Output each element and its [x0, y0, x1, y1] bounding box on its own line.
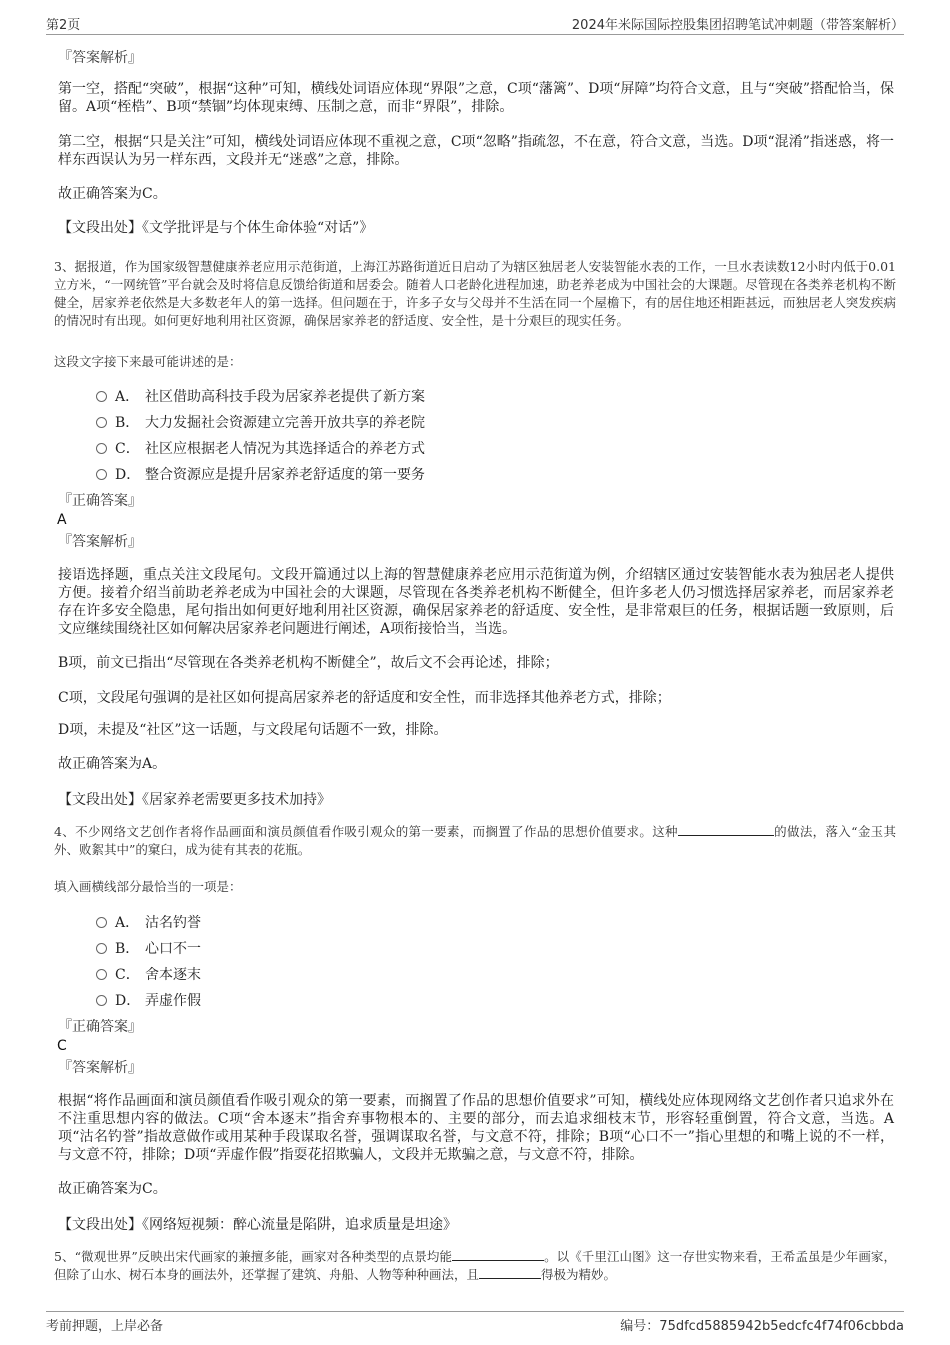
radio-icon — [96, 469, 107, 480]
q3-answer: A — [57, 512, 67, 528]
q3-option-b[interactable]: B． 大力发掘社会资源建立完善开放共享的养老院 — [96, 412, 425, 432]
q3-source: 【文段出处】《居家养老需要更多技术加持》 — [58, 792, 331, 808]
q4-conclusion: 故正确答案为C。 — [58, 1181, 167, 1197]
q4-answer: C — [57, 1038, 67, 1054]
fill-blank[interactable] — [452, 1248, 544, 1261]
q4-option-d[interactable]: D． 弄虚作假 — [96, 990, 201, 1010]
q3-conclusion: 故正确答案为A。 — [58, 756, 167, 772]
q3-analysis-p3: C项，文段尾句强调的是社区如何提高居家养老的舒适度和安全性，而非选择其他养老方式，排除； — [58, 690, 671, 706]
q2-analysis-p2: 第二空，根据“只是关注”可知，横线处词语应体现不重视之意，C项“忽略”指疏忽，不在意，符合文意，当选。D项“混淆”指迷惑，将一样东西误认为另一样东西，文段并无“迷惑”之意，排除。 — [58, 134, 894, 168]
page-header — [46, 14, 904, 35]
fill-blank[interactable] — [479, 1266, 541, 1279]
q3-analysis-p2: B项，前文已指出“尽管现在各类养老机构不断健全”，故后文不会再论述，排除； — [58, 655, 559, 671]
q4-correct-label: 『正确答案』 — [58, 1019, 142, 1035]
page-number: 第2页 — [46, 18, 81, 33]
page-footer — [46, 1311, 904, 1334]
q3-analysis-p1: 接语选择题，重点关注文段尾句。文段开篇通过以上海的智慧健康养老应用示范街道为例，介绍辖区通过安装智能水表为独居老人提供方便。接着介绍当前助老养老成为中国社会的大课题，尽管现在各类养老机构不断健全，但许多老人仍习惯选择居家养老，而居家养老存在许多安全隐患，尾句指出如何更好地利用社区资源，确保居家养老的舒适度、安全性，是非常艰巨的任务，根据话题一致原则，后文应继续围绕社区如何解决居家养老问题进行阐述，A项衔接恰当，当选。 — [58, 567, 894, 637]
footer-slogan: 考前押题，上岸必备 — [46, 1319, 164, 1334]
q2-analysis-p1: 第一空，搭配“突破”，根据“这种”可知，横线处词语应体现“界限”之意，C项“藩篱”、D项“屏障”均符合文意，且与“突破”搭配恰当，保留。A项“桎梏”、B项“禁锢”均体现束缚、压制之意，而非“界限”，排除。 — [58, 81, 894, 115]
q2-conclusion: 故正确答案为C。 — [58, 186, 167, 202]
q3-correct-label: 『正确答案』 — [58, 493, 142, 509]
q3-analysis-label: 『答案解析』 — [58, 534, 142, 550]
radio-icon — [96, 917, 107, 928]
q3-option-a[interactable]: A． 社区借助高科技手段为居家养老提供了新方案 — [96, 386, 425, 406]
q4-stem: 4、不少网络文艺创作者将作品画面和演员颜值看作吸引观众的第一要素，而搁置了作品的思想价值要求。这种 的做法，落入“金玉其外、败絮其中”的窠臼，成为徒有其表的花瓶。 — [54, 824, 896, 857]
document-title: 2024年米际国际控股集团招聘笔试冲刺题（带答案解析） — [571, 18, 904, 33]
radio-icon — [96, 417, 107, 428]
radio-icon — [96, 943, 107, 954]
q3-analysis-p4: D项，未提及“社区”这一话题，与文段尾句话题不一致，排除。 — [58, 722, 448, 738]
q3-option-d[interactable]: D． 整合资源应是提升居家养老舒适度的第一要务 — [96, 464, 425, 484]
q3-stem: 3、据报道，作为国家级智慧健康养老应用示范街道，上海江苏路街道近日启动了为辖区独居老人安装智能水表的工作，一旦水表读数12小时内低于0.01立方米，“一网统管”平台就会及时将信息反馈给街道和居委会。随着人口老龄化进程加速，助老养老成为中国社会的大课题。尽管现在各类养老机构不断健全，居家养老依然是大多数老年人的第一选择。但问题在于，许多子女与父母并不生活在同一个屋檐下，有的居住地还相距甚远，而独居老人突发疾病的情况时有出现。如何更好地利用社区资源，确保居家养老的舒适度、安全性，是十分艰巨的现实任务。 — [54, 259, 896, 328]
q3-prompt: 这段文字接下来最可能讲述的是： — [54, 354, 242, 369]
q4-prompt: 填入画横线部分最恰当的一项是： — [54, 879, 242, 894]
q4-option-c[interactable]: C． 舍本逐末 — [96, 964, 201, 984]
q4-option-a[interactable]: A． 沽名钓誉 — [96, 912, 201, 932]
q4-analysis: 根据“将作品画面和演员颜值看作吸引观众的第一要素，而搁置了作品的思想价值要求”可知，横线处应体现网络文艺创作者只追求外在不注重思想内容的做法。C项“舍本逐末”指舍弃事物根本的、主要的部分，而去追求细枝末节，形容轻重倒置，符合文意，当选。A项“沽名钓誉”指故意做作或用某种手段谋取名誉，强调谋取名誉，与文意不符，排除；B项“心口不一”指心里想的和嘴上说的不一样，与文意不符，排除；D项“弄虚作假”指耍花招欺骗人，文段并无欺骗之意，与文意不符，排除。 — [58, 1093, 894, 1163]
q2-analysis-label: 『答案解析』 — [58, 50, 142, 66]
radio-icon — [96, 995, 107, 1006]
document-id: 编号：75dfcd5885942b5edcfc4f74f06cbbda — [620, 1319, 904, 1334]
radio-icon — [96, 443, 107, 454]
radio-icon — [96, 969, 107, 980]
radio-icon — [96, 391, 107, 402]
q3-option-c[interactable]: C． 社区应根据老人情况为其选择适合的养老方式 — [96, 438, 425, 458]
q5-stem: 5、“微观世界”反映出宋代画家的兼擅多能，画家对各种类型的点景均能 。以《千里江山图》这一存世实物来看，王希孟虽是少年画家，但除了山水、树石本身的画法外，还掌握了建筑、舟船、人物等种种画法，且 得极为精妙。 — [54, 1249, 896, 1282]
q4-option-b[interactable]: B． 心口不一 — [96, 938, 201, 958]
fill-blank[interactable] — [678, 823, 774, 836]
q4-analysis-label: 『答案解析』 — [58, 1060, 142, 1076]
q4-source: 【文段出处】《网络短视频：醉心流量是陷阱，追求质量是坦途》 — [58, 1217, 457, 1233]
q2-source: 【文段出处】《文学批评是与个体生命体验“对话”》 — [58, 220, 374, 236]
